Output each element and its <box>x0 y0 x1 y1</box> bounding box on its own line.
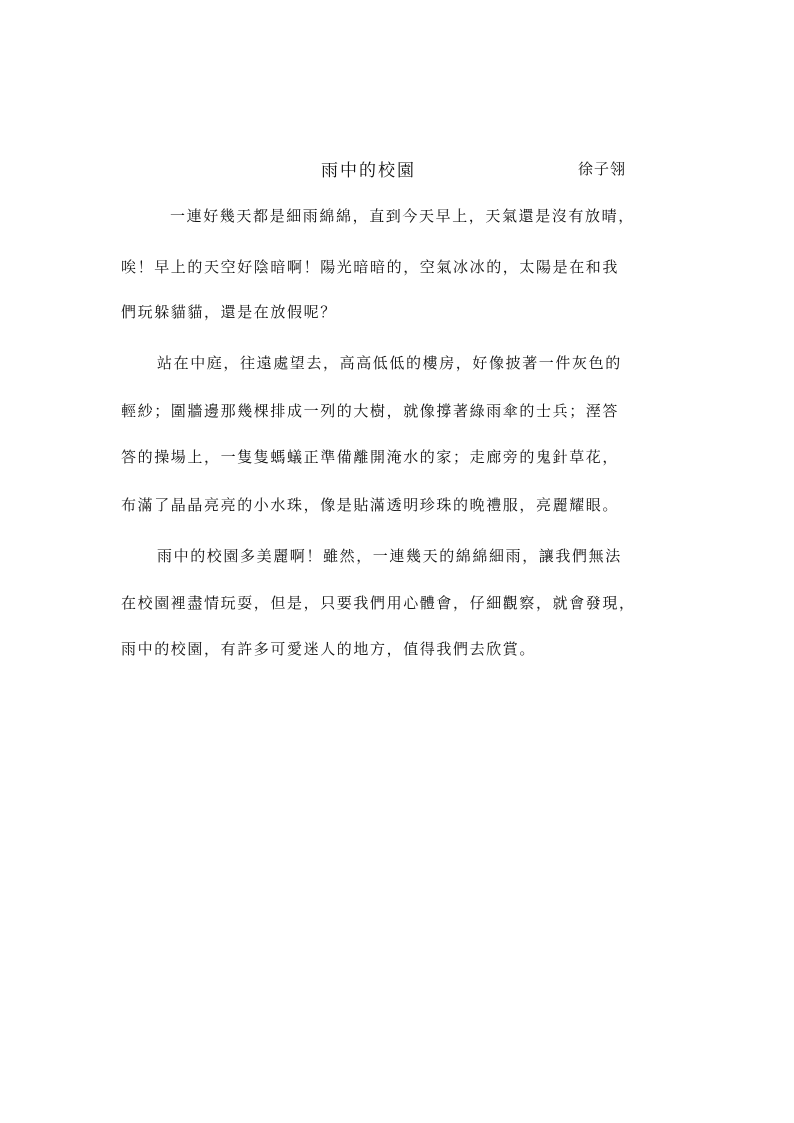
paragraph-line: 布滿了晶晶亮亮的小水珠，像是貼滿透明珍珠的晚禮服，亮麗耀眼。 <box>121 496 620 514</box>
paragraph-line: 雨中的校園，有許多可愛迷人的地方，值得我們去欣賞。 <box>121 640 537 658</box>
paragraph-line: 答的操場上，一隻隻螞蟻正準備離開淹水的家；走廊旁的鬼針草花， <box>121 448 620 466</box>
document-title: 雨中的校園 <box>321 161 416 181</box>
paragraph-line: 站在中庭，往遠處望去，高高低低的樓房，好像披著一件灰色的 <box>157 354 622 372</box>
paragraph-line: 在校園裡盡情玩耍，但是，只要我們用心體會，仔細觀察，就會發現， <box>121 594 636 612</box>
paragraph-line: 們玩躲貓貓，還是在放假呢？ <box>121 303 337 321</box>
paragraph-line: 輕紗；圍牆邊那幾棵排成一列的大樹，就像撐著綠雨傘的士兵；溼答 <box>121 402 620 420</box>
author-name: 徐子翎 <box>578 160 627 178</box>
paragraph-line: 一連好幾天都是細雨綿綿，直到今天早上，天氣還是沒有放晴， <box>170 207 635 225</box>
paragraph-line: 雨中的校園多美麗啊！雖然，一連幾天的綿綿細雨，讓我們無法 <box>157 547 622 565</box>
paragraph-line: 唉！早上的天空好陰暗啊！陽光暗暗的，空氣冰冰的，太陽是在和我 <box>121 258 620 276</box>
